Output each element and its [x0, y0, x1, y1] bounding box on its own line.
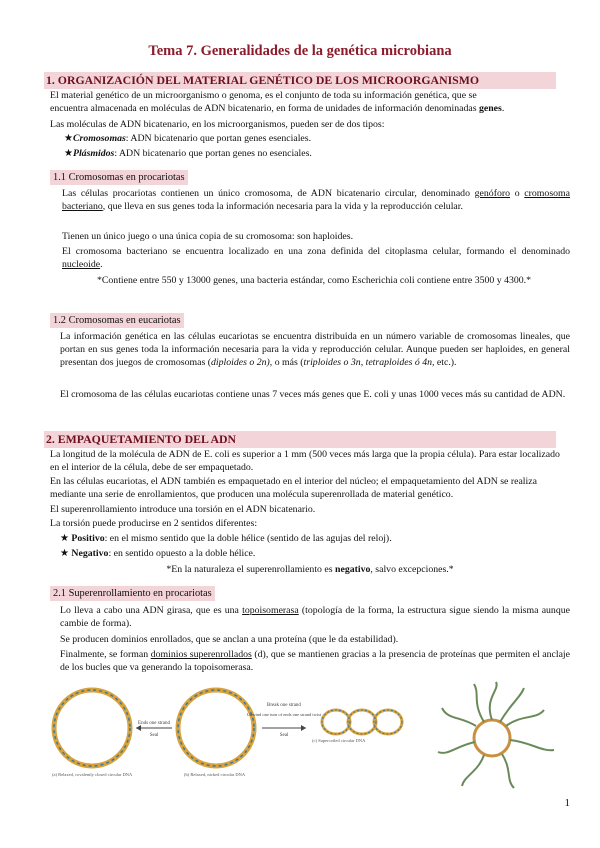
- s21-p3-text: Finalmente, se forman: [60, 649, 151, 660]
- s1-bullet1-term: Cromosomas: [72, 133, 126, 144]
- arrow-1: [136, 721, 172, 738]
- s11-p1-text: Las células procariotas contienen un único cromosoma, de ADN bicatenario circular, denominado: [62, 188, 475, 199]
- s21-paragraph-1: [60, 604, 570, 630]
- s21-p1-text: Lo lleva a cabo una ADN girasa, que es una: [60, 605, 243, 616]
- s12-p1-mid: , o más (: [269, 357, 304, 369]
- s11-genoforo: genóforo: [474, 188, 511, 199]
- s21-p1-end: (topología de la forma, la estructura sigue siendo la misma aunque cambie de forma).: [60, 605, 570, 630]
- supercoiled-c: [322, 710, 402, 734]
- s2-bullet-negativo: [60, 547, 255, 560]
- s21-p3-end: (d), que se mantienen gracias a la presencia de proteínas que permiten el anclaje de los bucles que va generando la topoisomerasa.: [60, 649, 570, 674]
- s2-note: [10, 564, 600, 575]
- s11-p1-o: o: [510, 188, 525, 199]
- s1-bullet2-term: Plásmidos: [72, 148, 115, 159]
- s1-p1-end: .: [501, 103, 505, 115]
- s1-paragraph-1: [50, 89, 560, 115]
- caption-a: (a) Relaxed, covalently closed circular DNA: [52, 772, 133, 777]
- arrow2-bottom-label: Seal: [279, 733, 289, 738]
- s2-note-bold: negativo: [335, 564, 371, 575]
- s1-bullet-plasmidos: [64, 147, 312, 160]
- star-icon: ★: [60, 533, 69, 544]
- s11-p3-end: .: [100, 259, 103, 271]
- s21-topoisomerasa: topoisomerasa: [242, 605, 299, 616]
- s11-p1-end: , que lleva en sus genes toda la información necesaria para la vida y la reproducción celular.: [102, 201, 463, 213]
- s1-p1-line2: encuentra almacenada en moléculas de ADN bicatenario, en forma de unidades de información denominadas: [50, 103, 479, 115]
- s12-p1-end: etc.).: [434, 357, 457, 369]
- s21-dominios-superenrollados: dominios superenrollados: [150, 649, 252, 660]
- s2-bullet1-text: : en el mismo sentido que la doble hélice (sentido de las agujas del reloj).: [104, 533, 392, 544]
- section-1-2-heading: 1.2 Cromosomas en eucariotas: [50, 313, 184, 328]
- dna-supercoiling-figure: [44, 680, 574, 790]
- relaxed-circle-a: [54, 690, 130, 766]
- s11-cromosoma-bacteriano: cromosoma bacteriano: [62, 188, 571, 213]
- s12-paragraph-2: El cromosoma de las células eucariotas contiene unas 7 veces más genes que E. coli y unas 1000 veces más su cantidad de ADN.: [60, 389, 566, 400]
- s2-note-text: *En la naturaleza el superenrollamiento es: [166, 564, 336, 575]
- s2-bullet-positivo: [60, 532, 392, 545]
- s21-paragraph-3: [60, 648, 570, 674]
- s12-triploides: triploides o 3n, tetraploides ó 4n,: [303, 357, 435, 369]
- supercoiled-domains-d: [438, 682, 554, 788]
- s2-note-end: , salvo excepciones.*: [370, 564, 454, 575]
- s2-paragraph-4: La torsión puede producirse en 2 sentidos diferentes:: [50, 518, 258, 529]
- section-2-1-heading: 2.1 Superenrollamiento en procariotas: [50, 586, 215, 601]
- arrow-2: [247, 703, 322, 738]
- s11-paragraph-3: [62, 245, 570, 271]
- s2-bullet1-term: Positivo: [71, 533, 105, 544]
- s1-p1-line1: El material genético de un microorganismo o genoma, es el conjunto de toda su información genética, que se: [50, 90, 477, 101]
- s2-paragraph-3: El superenrollamiento introduce una torsión en el ADN bicatenario.: [50, 504, 316, 515]
- arrow1-top-label: Ends one strand: [138, 721, 170, 726]
- s1-bullet2-text: : ADN bicatenario que portan genes no esenciales.: [114, 148, 312, 159]
- star-icon: ★: [60, 548, 69, 559]
- s2-bullet2-term: Negativo: [71, 548, 109, 559]
- arrow1-bottom-label: Seal: [149, 733, 159, 738]
- s1-genes-bold: genes: [478, 103, 502, 115]
- star-icon: ★: [64, 133, 73, 144]
- arrow2-top-label: Break one strand: [267, 703, 301, 708]
- page-number: 1: [564, 797, 570, 809]
- s11-paragraph-2: Tienen un único juego o una única copia de su cromosoma: son haploides.: [62, 231, 354, 242]
- arrow2-mid-label: Unwind one turn of ends one strand twist: [246, 712, 322, 717]
- s11-p3-text: El cromosoma bacteriano se encuentra localizado en una zona definida del citoplasma celular, formando el denominado: [62, 246, 570, 257]
- s11-note: *Contiene entre 550 y 13000 genes, una bacteria estándar, como Escherichia coli contiene entre 3500 y 4300.*: [96, 275, 532, 286]
- section-2-heading: 2. EMPAQUETAMIENTO DEL ADN: [44, 431, 556, 448]
- s1-bullet1-text: : ADN bicatenario que portan genes esenciales.: [125, 133, 312, 144]
- s12-p1-text: La información genética en las células eucariotas se encuentra distribuida en un número variable de cromosomas lineales, que portan en sus genes toda la información necesaria para la vida y reproducción celular. Aunque pueden ser haploides, en general presentan dos juegos de cromosomas (: [60, 331, 570, 369]
- caption-c: (c) Supercoiled circular DNA: [312, 738, 366, 743]
- s11-nucleoide: nucleoide: [62, 259, 101, 271]
- section-1-1-heading: 1.1 Cromosomas en procariotas: [50, 170, 188, 185]
- page-title: Tema 7. Generalidades de la genética microbiana: [148, 43, 452, 59]
- section-1-heading: 1. ORGANIZACIÓN DEL MATERIAL GENÉTICO DE LOS MICROORGANISMO: [44, 72, 556, 89]
- s21-paragraph-2: Se producen dominios enrollados, que se anclan a una proteína (que le da estabilidad).: [60, 634, 399, 645]
- s2-paragraph-2: En las células eucariotas, el ADN también es empaquetado en el interior del núcleo; el empaquetamiento del ADN se realiza mediante una serie de enrollamientos, que producen una molécula superenrollada de material genético.: [50, 476, 537, 501]
- s2-bullet2-text: : en sentido opuesto a la doble hélice.: [108, 548, 256, 559]
- star-icon: ★: [64, 148, 73, 159]
- s12-paragraph-1: [60, 330, 570, 370]
- s1-paragraph-2: Las moléculas de ADN bicatenario, en los microorganismos, pueden ser de dos tipos:: [50, 119, 385, 130]
- s12-diploides: diploides o 2n): [211, 357, 270, 369]
- caption-b: (b) Relaxed, nicked circular DNA: [184, 772, 246, 777]
- s11-paragraph-1: [62, 187, 570, 213]
- s1-bullet-cromosomas: [64, 132, 311, 145]
- s2-paragraph-1: La longitud de la molécula de ADN de E. coli es superior a 1 mm (500 veces más larga que la propia célula). Para estar localizado en el interior de la célula, debe de ser empaquetado.: [50, 449, 560, 474]
- nicked-circle-b: [178, 690, 254, 766]
